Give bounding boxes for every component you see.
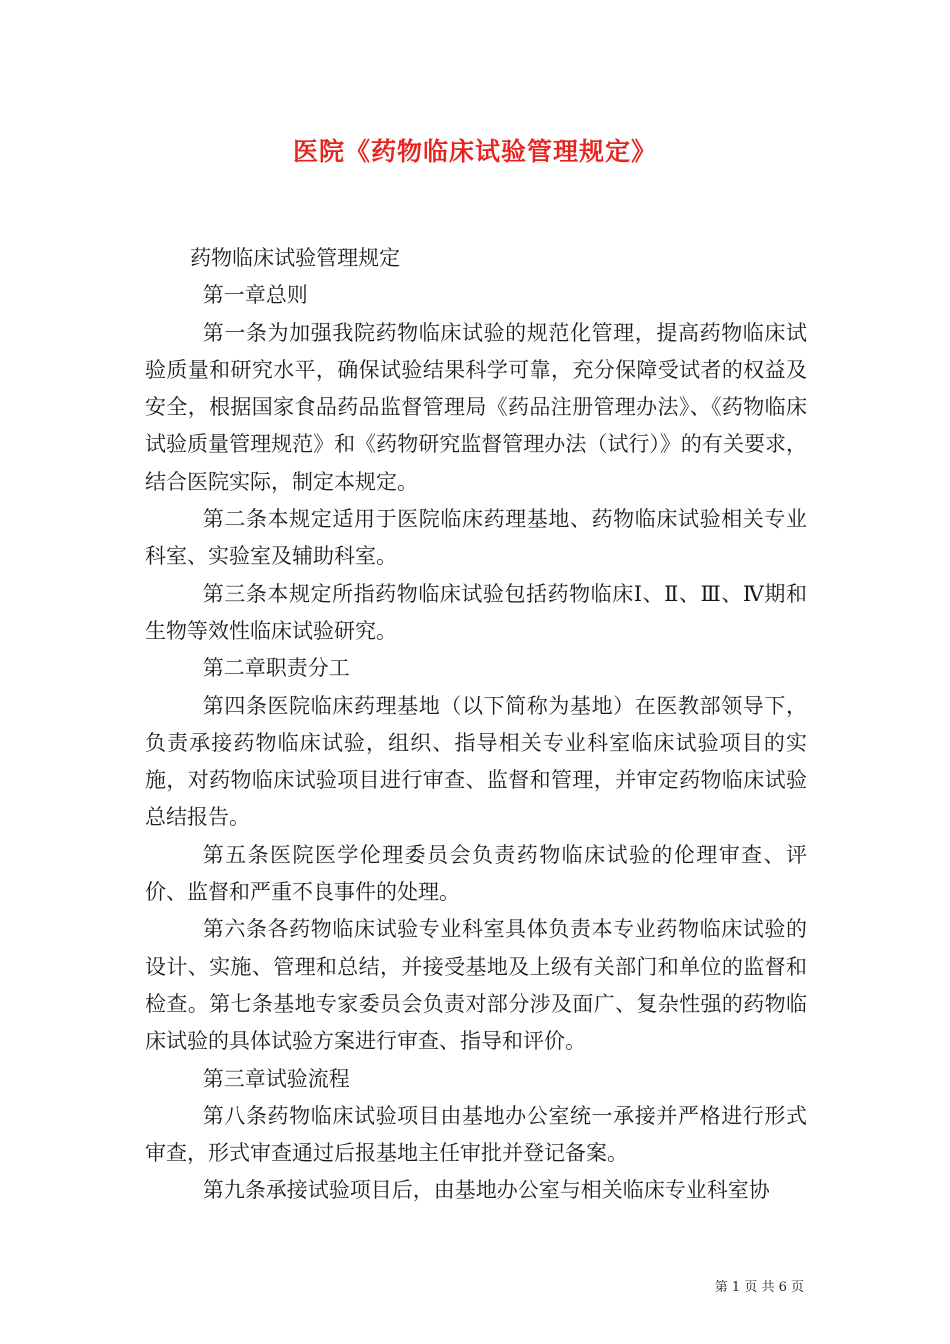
article-paragraph: 第三条本规定所指药物临床试验包括药物临床Ⅰ、Ⅱ、Ⅲ、Ⅳ期和生物等效性临床试验研究。: [145, 581, 807, 643]
chapter-heading: 第二章职责分工: [202, 656, 350, 681]
article-paragraph: 第一条为加强我院药物临床试验的规范化管理，提高药物临床试验质量和研究水平，确保试验结果科学可靠，充分保障受试者的权益及安全，根据国家食品药品监督管理局《药品注册管理办法》、《药物临床试验质量管理规范》和《药物研究监督管理办法（试行）》的有关要求，结合医院实际，制定本规定。: [145, 320, 807, 494]
article-paragraph: 第四条医院临床药理基地（以下简称为基地）在医教部领导下，负责承接药物临床试验，组织、指导相关专业科室临床试验项目的实施，对药物临床试验项目进行审查、监督和管理，并审定药物临床试验总结报告。: [145, 693, 807, 830]
document-title: 医院《药物临床试验管理规定》: [292, 137, 657, 166]
article-paragraph: 第九条承接试验项目后，由基地办公室与相关临床专业科室协: [202, 1178, 770, 1203]
article-paragraph: 第五条医院医学伦理委员会负责药物临床试验的伦理审查、评价、监督和严重不良事件的处理。: [145, 842, 807, 905]
article-paragraph: 第六条各药物临床试验专业科室具体负责本专业药物临床试验的设计、实施、管理和总结，并接受基地及上级有关部门和单位的监督和检查。第七条基地专家委员会负责对部分涉及面广、复杂性强的药物临床试验的具体试验方案进行审查、指导和评价。: [145, 917, 807, 1054]
document-body: [145, 240, 807, 1210]
document-subtitle: 药物临床试验管理规定: [190, 246, 401, 270]
article-paragraph: 第八条药物临床试验项目由基地办公室统一承接并严格进行形式审查，形式审查通过后报基地主任审批并登记备案。: [145, 1103, 807, 1166]
article-paragraph: 第二条本规定适用于医院临床药理基地、药物临床试验相关专业科室、实验室及辅助科室。: [145, 507, 807, 569]
page-number: 第 1 页 共 6 页: [714, 1280, 804, 1295]
chapter-heading: 第一章总则: [202, 283, 308, 308]
chapter-heading: 第三章试验流程: [202, 1066, 350, 1091]
